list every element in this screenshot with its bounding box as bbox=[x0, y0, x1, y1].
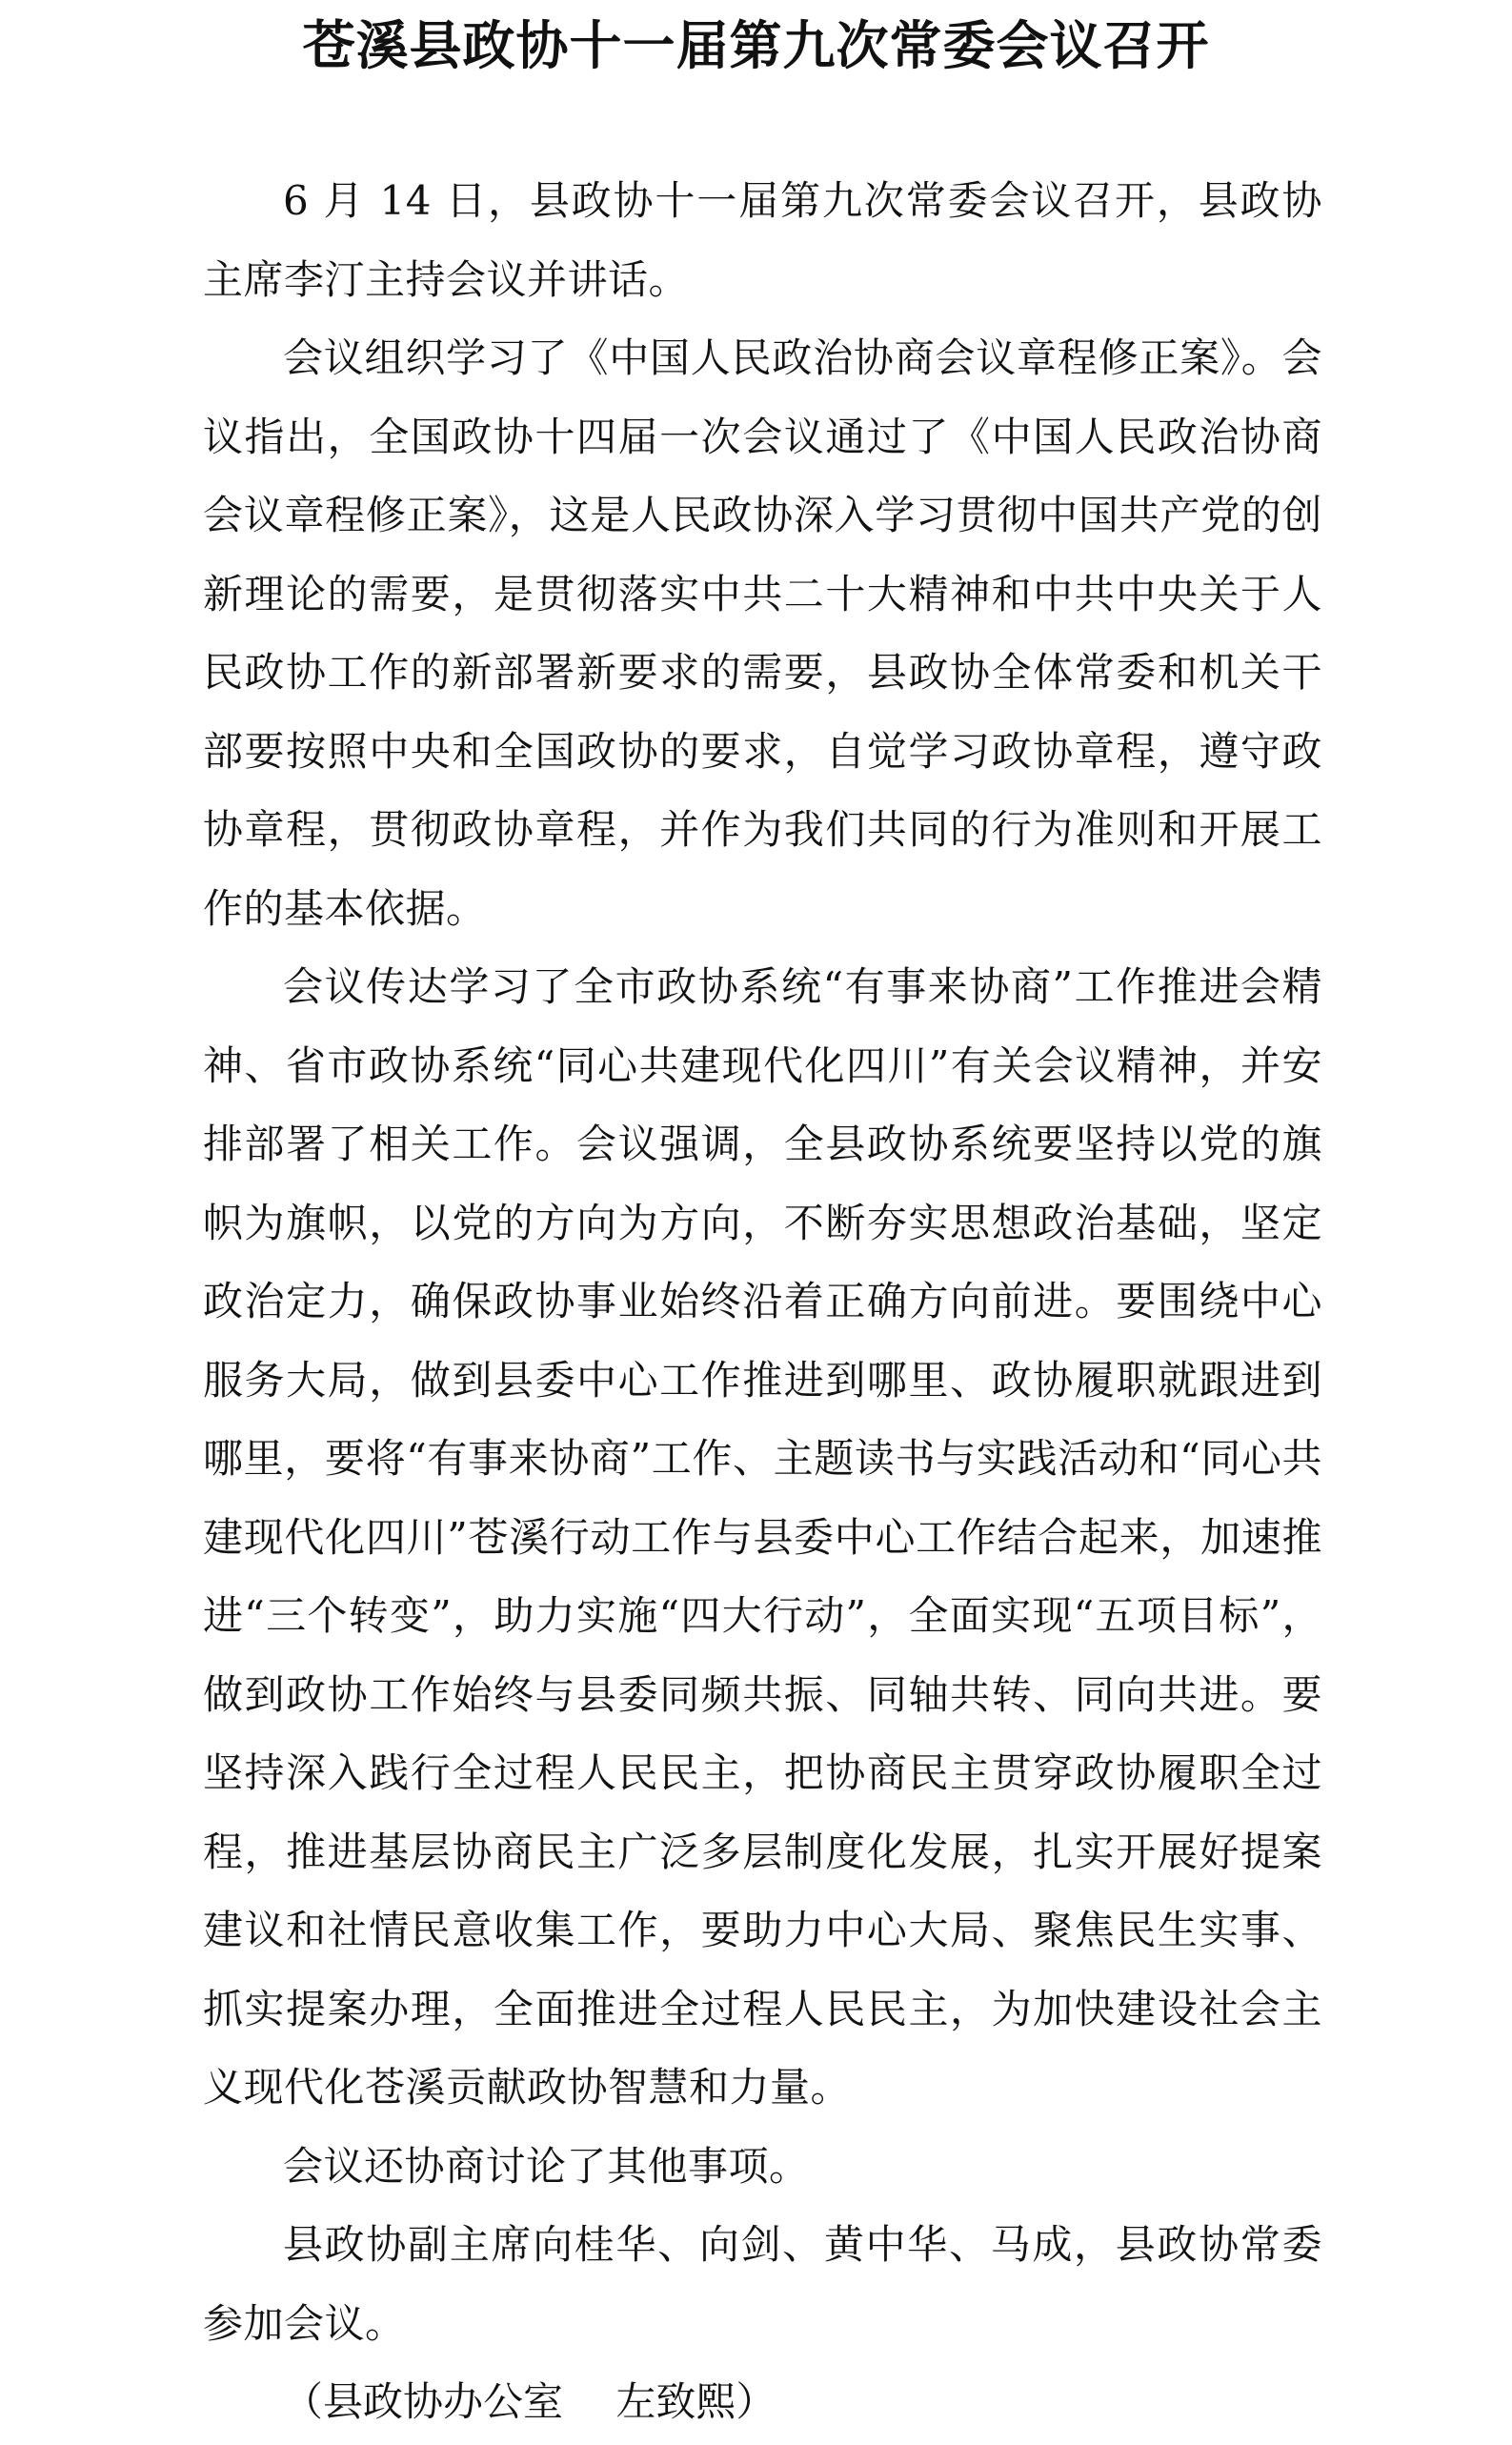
paragraph-meeting-opening: 6 月 14 日，县政协十一届第九次常委会议召开，县政协主席李汀主持会议并讲话。 bbox=[203, 177, 1322, 303]
article-body bbox=[203, 162, 1322, 2442]
paragraph-charter-study: 会议组织学习了《中国人民政治协商会议章程修正案》。会议指出，全国政协十四届一次会议通过了《中国人民政治协商会议章程修正案》，这是人民政协深入学习贯彻中国共产党的创新理论的需要，是贯彻落实中共二十大精神和中共中央关于人民政协工作的新部署新要求的需要，县政协全体常委和机关干部要按照中央和全国政协的要求，自觉学习政协章程，遵守政协章程，贯彻政协章程，并作为我们共同的行为准则和开展工作的基本依据。 bbox=[203, 334, 1322, 932]
paragraph-other-matters: 会议还协商讨论了其他事项。 bbox=[283, 2142, 810, 2190]
paragraph-work-deployment: 会议传达学习了全市政协系统“有事来协商”工作推进会精神、省市政协系统“同心共建现代化四川”有关会议精神，并安排部署了相关工作。会议强调，全县政协系统要坚持以党的旗帜为旗帜，以党的方向为方向，不断夯实思想政治基础，坚定政治定力，确保政协事业始终沿着正确方向前进。要围绕中心服务大局，做到县委中心工作推进到哪里、政协履职就跟进到哪里，要将“有事来协商”工作、主题读书与实践活动和“同心共建现代化四川”苍溪行动工作与县委中心工作结合起来，加速推进“三个转变”，助力实施“四大行动”，全面实现“五项目标”，做到政协工作始终与县委同频共振、同轴共转、同向共进。要坚持深入践行全过程人民民主，把协商民主贯穿政协履职全过程，推进基层协商民主广泛多层制度化发展，扎实开展好提案建议和社情民意收集工作，要助力中心大局、聚焦民生实事、抓实提案办理，全面推进全过程人民民主，为加快建设社会主义现代化苍溪贡献政协智慧和力量。 bbox=[203, 963, 1322, 2111]
paragraph-attendees: 县政协副主席向桂华、向剑、黄中华、马成，县政协常委参加会议。 bbox=[203, 2221, 1322, 2347]
article-title: 苍溪县政协十一届第九次常委会议召开 bbox=[302, 15, 1210, 76]
author-signature: （县政协办公室 左致熙） bbox=[283, 2378, 776, 2425]
